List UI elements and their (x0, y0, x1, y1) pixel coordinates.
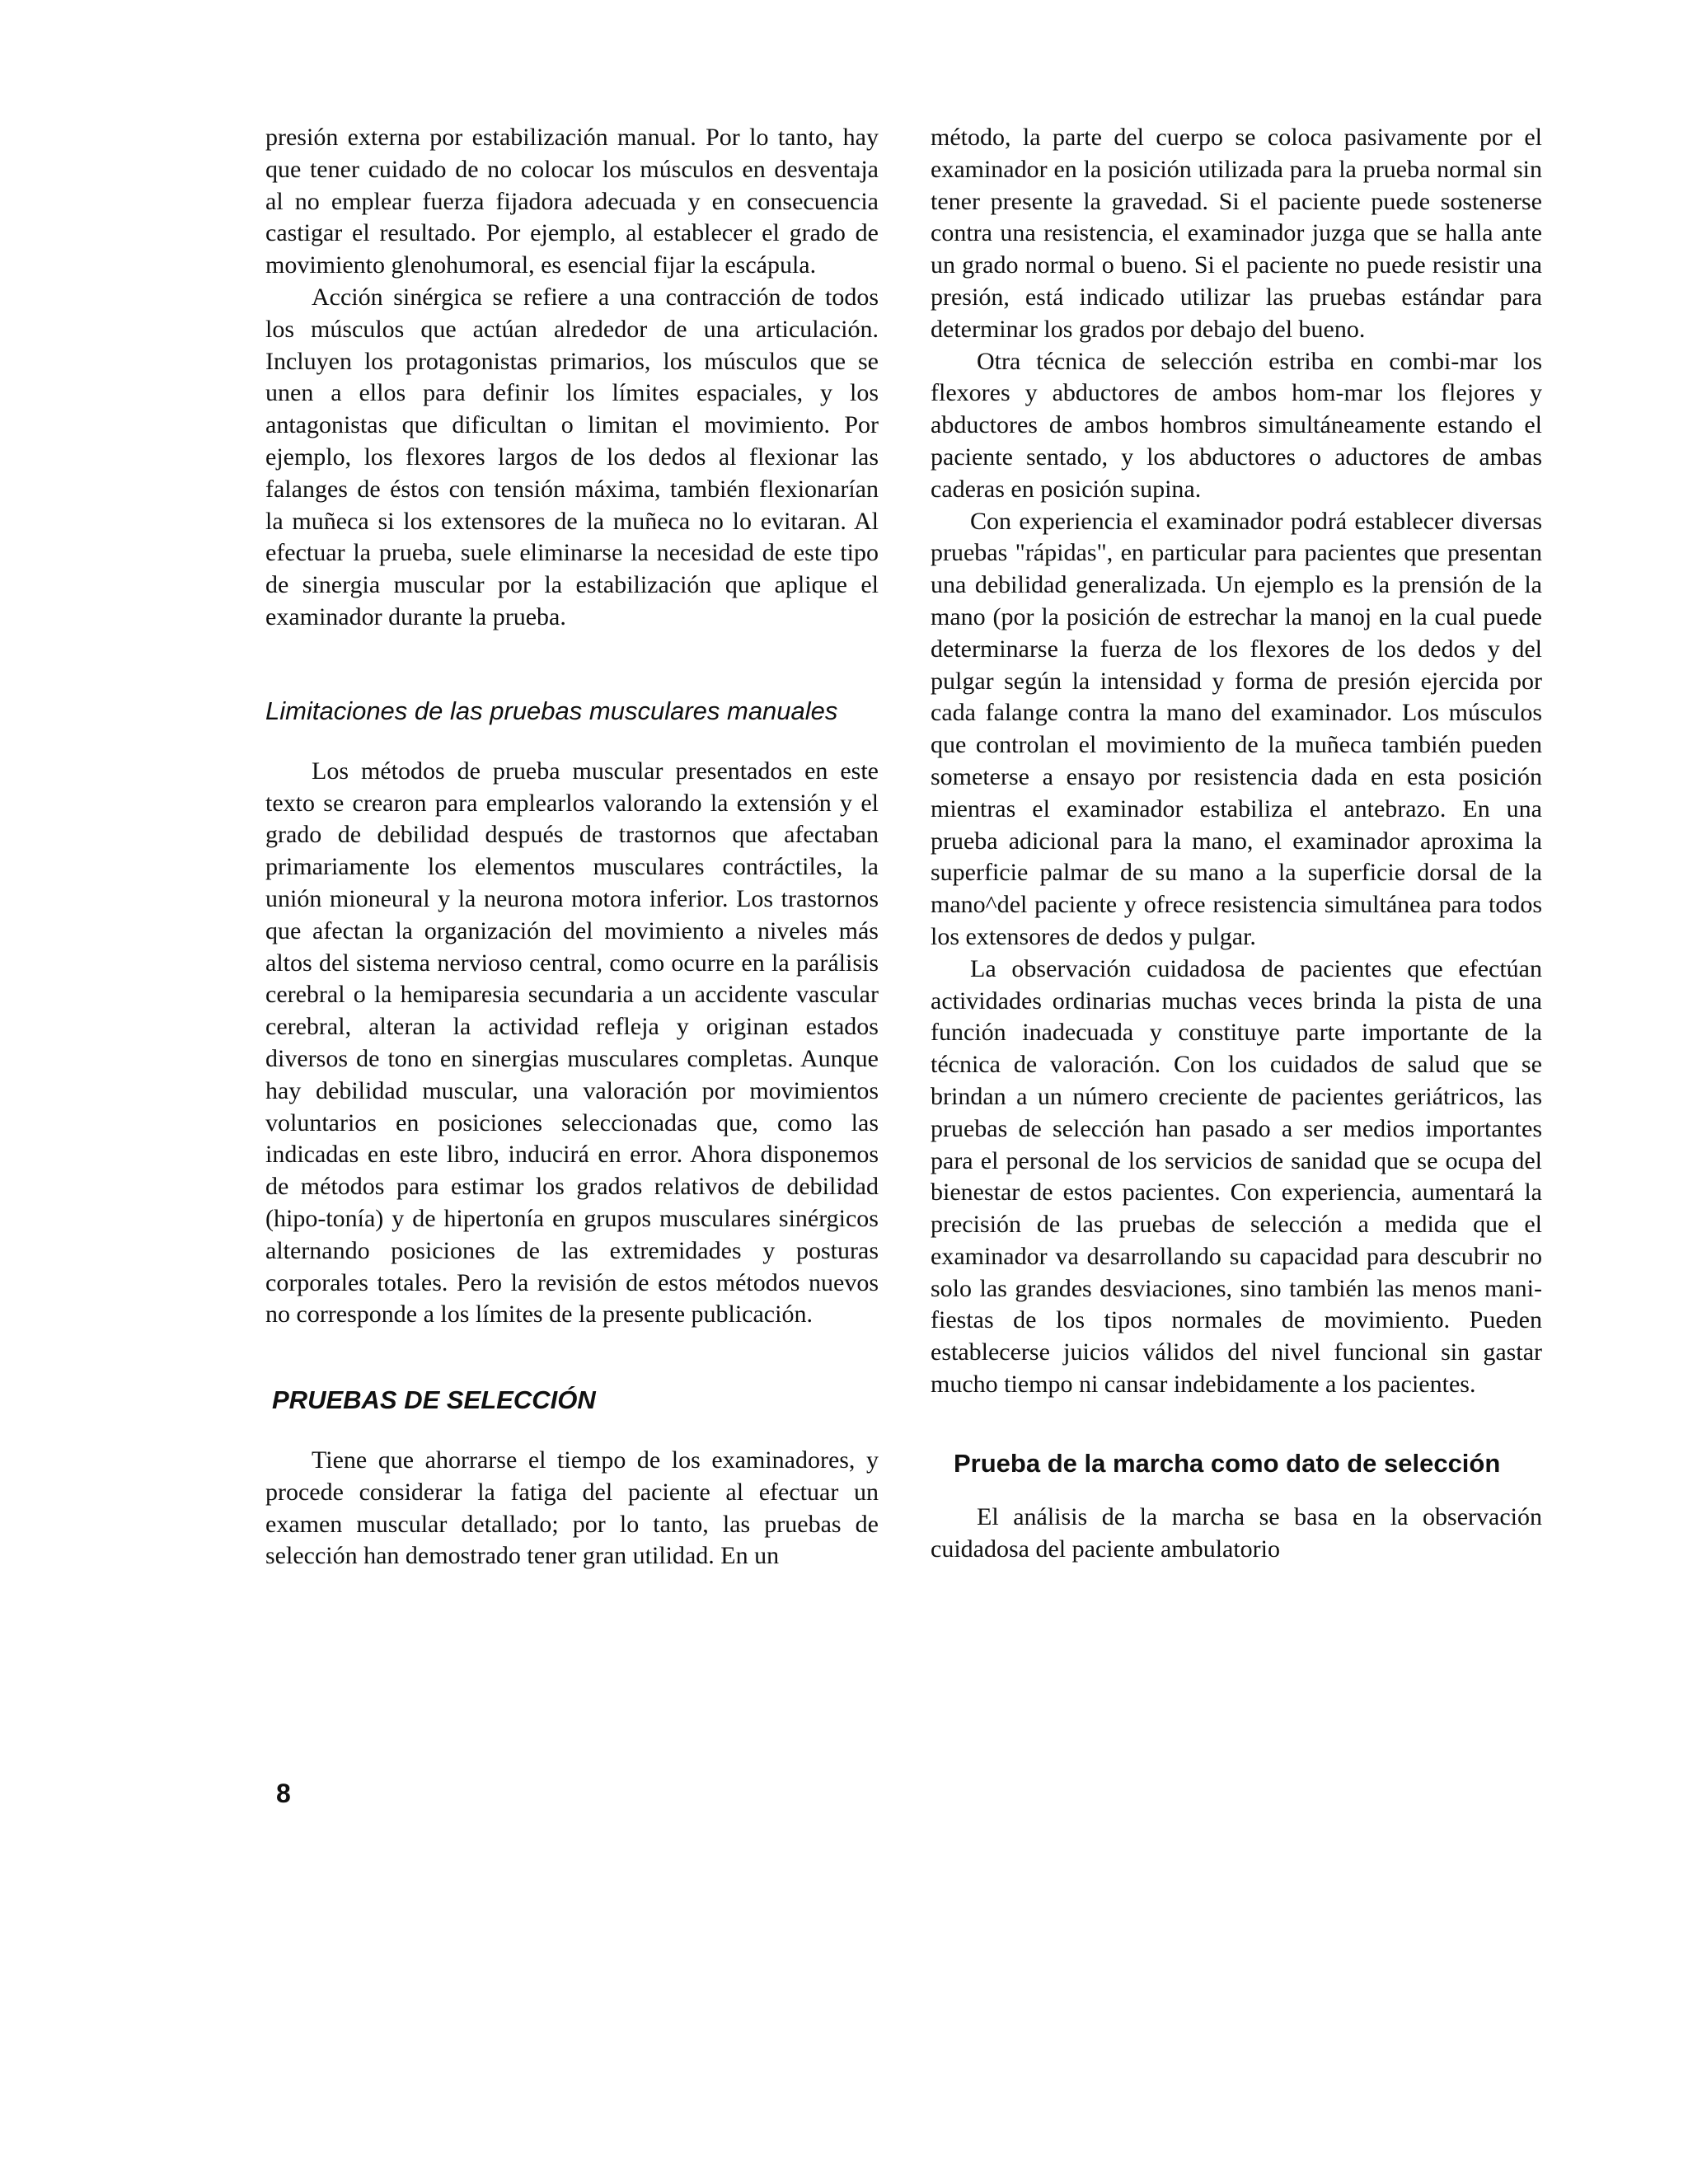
section-heading: Limitaciones de las pruebas musculares manuales (265, 696, 838, 725)
paragraph: presión externa por estabilización manual. Por lo tanto, hay que tener cuidado de no colocar los músculos en desventaja al no emplear fuerza fijadora adecuada y en consecuencia castigar el resultado. Por ejemplo, al establecer el grado de movimiento glenohumoral, es esencial fijar la escápula. (265, 124, 879, 279)
paragraph: Acción sinérgica se refiere a una contracción de todos los músculos que actúan alrededor de una articulación. Incluyen los protagonistas primarios, los músculos que se unen a ellos para definir los límites espaciales, y los antagonistas que dificultan o limitan el movimiento. Por ejemplo, los flexores largos de los dedos al flexionar las falanges de éstos con tensión máxima, también flexionarían la muñeca si los extensores de la muñeca no lo evitaran. Al efectuar la prueba, suele eliminarse la necesidad de este tipo de sinergia muscular por la estabilización que aplique el examinador durante la prueba. (265, 283, 879, 630)
paragraph: Los métodos de prueba muscular presentados en este texto se crearon para emplearlos valorando la extensión y el grado de debilidad después de trastornos que afectaban primariamente los elementos musculares contráctiles, la unión mioneural y la neurona motora inferior. Los trastornos que afectan la organización del movimiento a niveles más altos del sistema nervioso central, como ocurre en la parálisis cerebral o la hemiparesia secundaria a un accidente vascular cerebral, alteran la actividad refleja y originan estados diversos de tono en sinergias musculares completas. Aunque hay debilidad muscular, una valoración por movimientos voluntarios en posiciones seleccionadas que, como las indicadas en este libro, inducirá en error. Ahora disponemos de métodos para estimar los grados relativos de debilidad (hipo-tonía) y de hipertonía en grupos musculares sinérgicos alternando posiciones de las extremidades y posturas corporales totales. Pero la revisión de estos métodos nuevos no corresponde a los límites de la presente publicación. (265, 757, 879, 1329)
page-number: 8 (276, 1779, 291, 1808)
section-heading: PRUEBAS DE SELECCIÓN (272, 1385, 596, 1415)
paragraph: Tiene que ahorrarse el tiempo de los examinadores, y procede considerar la fatiga del paciente al efectuar un examen muscular detallado; por lo tanto, las pruebas de selección han demostrado tener gran utilidad. En un (265, 1446, 879, 1570)
left-column (265, 122, 879, 1572)
paragraph: Otra técnica de selección estriba en combi-mar los flexores y abductores de ambos hom-mar los flejores y abductores de ambos hombros simultáneamente estando el paciente sentado, y los abductores o aductores de ambas caderas en posición supina. (931, 347, 1542, 503)
right-column (931, 122, 1542, 1565)
paragraph: La observación cuidadosa de pacientes que efectúan actividades ordinarias muchas veces brinda la pista de una función inadecuada y constituye parte importante de la técnica de valoración. Con los cuidados de salud que se brindan a un número creciente de pacientes geriátricos, las pruebas de selección han pasado a ser medios importantes para el personal de los servicios de sanidad que se ocupa del bienestar de estos pacientes. Con experiencia, aumentará la precisión de las pruebas de selección a medida que el examinador va desarrollando su capacidad para descubrir no solo las grandes desviaciones, sino también las menos mani-fiestas de los tipos normales de movimiento. Pueden establecerse juicios válidos del nivel funcional sin gastar mucho tiempo ni cansar indebidamente a los pacientes. (931, 954, 1542, 1399)
paragraph: método, la parte del cuerpo se coloca pasivamente por el examinador en la posición utilizada para la prueba normal sin tener presente la gravedad. Si el paciente puede sostenerse contra una resistencia, el examinador juzga que se halla ante un grado normal o bueno. Si el paciente no puede resistir una presión, está indicado utilizar las pruebas estándar para determinar los grados por debajo del bueno. (931, 124, 1542, 343)
section-heading: Prueba de la marcha como dato de selección (954, 1448, 1501, 1478)
paragraph: Con experiencia el examinador podrá establecer diversas pruebas "rápidas", en particular para pacientes que presentan una debilidad generalizada. Un ejemplo es la prensión de la mano (por la posición de estrechar la manoj en la cual puede determinarse la fuerza de los flexores de los dedos y del pulgar según la intensidad y forma de presión ejercida por cada falange contra la mano del examinador. Los músculos que controlan el movimiento de la muñeca también pueden someterse a ensayo por resistencia dada en esta posición mientras el examinador estabiliza el antebrazo. En una prueba adicional para la mano, el examinador aproxima la superficie palmar de su mano a la superficie dorsal de la mano^del paciente y ofrece resistencia simultánea para todos los extensores de dedos y pulgar. (931, 507, 1542, 950)
paragraph: El análisis de la marcha se basa en la observación cuidadosa del paciente ambulatorio (931, 1502, 1542, 1563)
